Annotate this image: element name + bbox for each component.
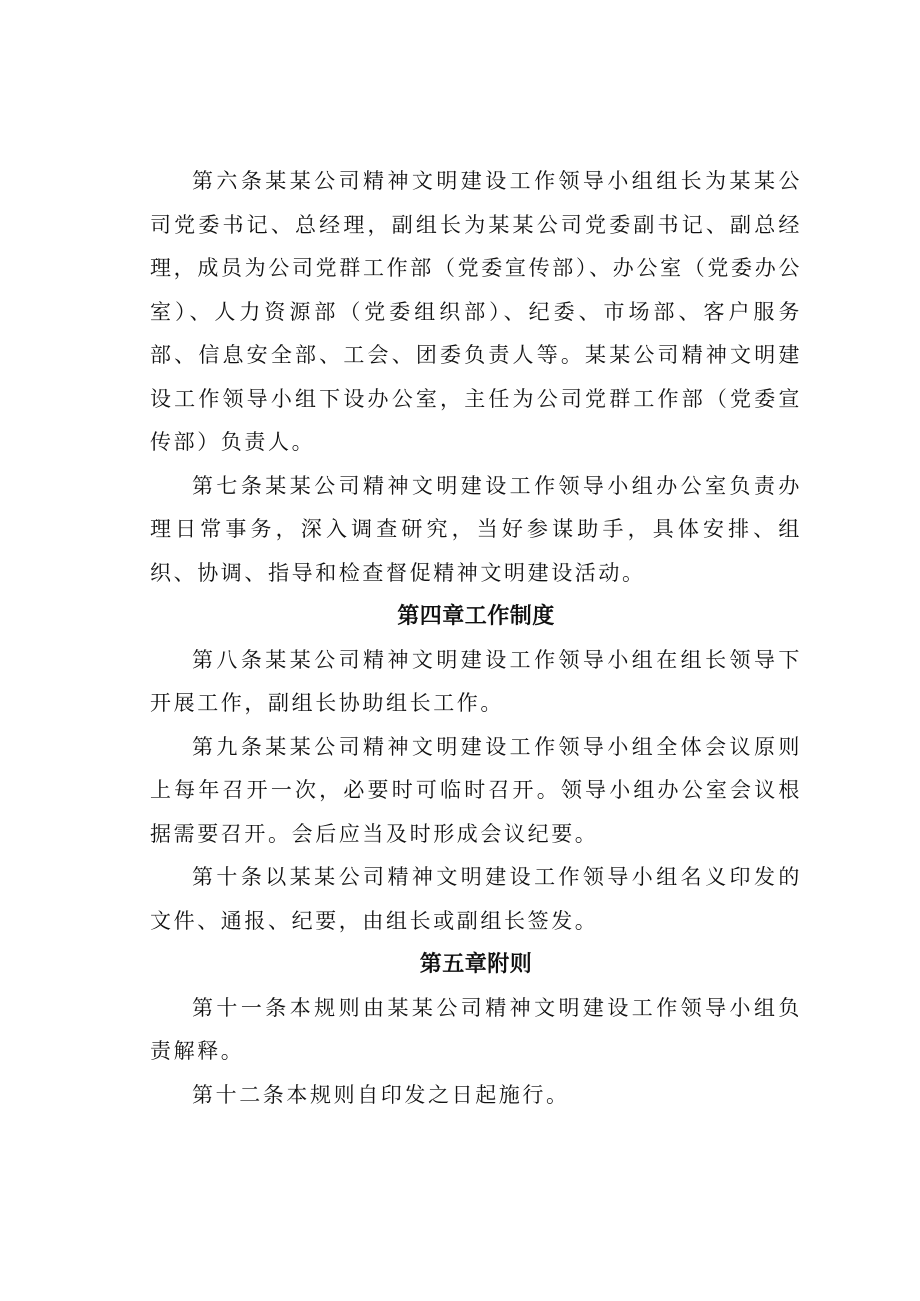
article-8: 第八条某某公司精神文明建设工作领导小组在组长领导下开展工作，副组长协助组长工作。 bbox=[150, 647, 802, 715]
article-11: 第十一条本规则由某某公司精神文明建设工作领导小组负责解释。 bbox=[150, 995, 802, 1063]
article-12: 第十二条本规则自印发之日起施行。 bbox=[192, 1082, 570, 1107]
document-body bbox=[150, 160, 802, 1117]
chapter-5-heading: 第五章附则 bbox=[419, 952, 533, 977]
article-10: 第十条以某某公司精神文明建设工作领导小组名义印发的文件、通报、纪要，由组长或副组长签发。 bbox=[150, 865, 802, 933]
chapter-4-heading: 第四章工作制度 bbox=[397, 604, 555, 629]
article-9: 第九条某某公司精神文明建设工作领导小组全体会议原则上每年召开一次，必要时可临时召开。领导小组办公室会议根据需要召开。会后应当及时形成会议纪要。 bbox=[150, 734, 802, 846]
article-7: 第七条某某公司精神文明建设工作领导小组办公室负责办理日常事务，深入调查研究，当好参谋助手，具体安排、组织、协调、指导和检查督促精神文明建设活动。 bbox=[150, 473, 802, 585]
article-6: 第六条某某公司精神文明建设工作领导小组组长为某某公司党委书记、总经理，副组长为某某公司党委副书记、副总经理，成员为公司党群工作部（党委宣传部）、办公室（党委办公室）、人力资源部（党委组织部）、纪委、市场部、客户服务部、信息安全部、工会、团委负责人等。某某公司精神文明建设工作领导小组下设办公室，主任为公司党群工作部（党委宣传部）负责人。 bbox=[150, 169, 802, 454]
